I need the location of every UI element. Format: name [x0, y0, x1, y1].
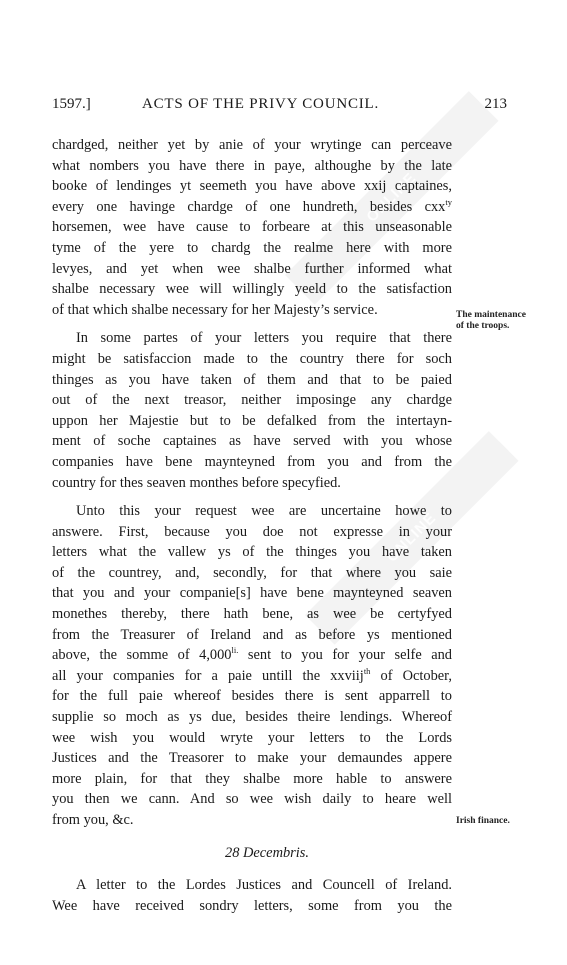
text-line: of the countrey, and, secondly, for that where you saie [52, 564, 452, 581]
text-line: Unto this your request wee are uncertaine howe to [76, 503, 452, 520]
page-number: 213 [484, 96, 507, 112]
text-line: you then we cann. And so wee wish daily to heare well [52, 791, 452, 808]
text-line [52, 197, 452, 218]
text-line: levyes, and yet when wee shalbe further informed what [52, 260, 452, 277]
text-line: horsemen, wee have cause to forbeare at this unseasonable [52, 219, 452, 236]
header-title: ACTS OF THE PRIVY COUNCIL. [142, 96, 380, 112]
text-line: tyme of the yere to chardg the realme here with more [52, 239, 452, 256]
text-run: all your companies for a paie untill the xxviij [52, 667, 364, 684]
text-line: might be satisfaccion made to the country there for soch [52, 350, 452, 367]
text-line: uppon her Majestie but to be defalked from the intertayn- [52, 412, 452, 429]
text-line: for the full paie whereof besides there is sent apparrell to [52, 688, 452, 705]
margin-note-finance: Irish finance. [456, 816, 510, 826]
text-run: sent to you for your selfe and [238, 647, 452, 664]
text-line: In some partes of your letters you require that there [76, 330, 452, 347]
superscript: li. [231, 645, 239, 656]
text-line [52, 666, 452, 687]
text-line: booke of lendinges yt seemeth you have above xxij captaines, [52, 178, 452, 195]
text-line: wee wish you would wryte your letters to the Lords [52, 729, 452, 746]
text-line: out of the next treasor, neither imposinge any chardge [52, 392, 452, 409]
text-line: companies have bene maynteyned from you and from the [52, 453, 452, 470]
watermark: ONLINE [305, 431, 519, 645]
text-line: monethes thereby, there hath bene, as wee be certyfyed [52, 606, 452, 623]
margin-note-maintenance: The maintenance of the troops. [456, 310, 526, 331]
text-line [52, 645, 452, 666]
superscript: ty [445, 196, 452, 207]
text-line: thinges as you have taken of them and that to be paied [52, 371, 452, 388]
text-line: that you and your companie[s] have bene maynteyned seaven [52, 585, 452, 602]
text-line: from the Treasurer of Ireland and as before ys mentioned [52, 626, 452, 643]
body-text [52, 135, 452, 916]
header-year: 1597.] [52, 96, 91, 112]
text-line: Justices and the Treasorer to make your demaundes appere [52, 750, 452, 767]
text-line: letters what the vallew ys of the thinges you have taken [52, 544, 452, 561]
text-line: shalbe necessary wee will willingly yeeld to the satisfaction [52, 281, 452, 298]
text-run: every one havinge chardge of one hundreth, besides cxx [52, 198, 446, 215]
text-line: Wee have received sondry letters, some from you the [52, 897, 452, 914]
text-line: from you, &c. [52, 812, 134, 828]
text-line: supplie so moch as ys due, besides theire lendings. Whereof [52, 709, 452, 726]
text-line: what nombers you have there in paye, althoughe by the late [52, 157, 452, 174]
running-header [52, 96, 507, 120]
superscript: th [363, 666, 371, 677]
text-line: answere. First, because you doe not expresse in your [52, 523, 452, 540]
text-line: ment of soche captaines as have served with you whose [52, 433, 452, 450]
date-heading: 28 Decembris. [225, 844, 309, 861]
watermark: ONLINE [285, 91, 499, 305]
text-run: above, the somme of 4,000 [52, 647, 232, 664]
text-run: of October, [370, 667, 452, 684]
text-line: chardged, neither yet by anie of your wrytinge can perceave [52, 137, 452, 153]
text-line: more plain, for that they shalbe more hable to answere [52, 770, 452, 787]
text-line: A letter to the Lordes Justices and Councell of Ireland. [76, 877, 452, 894]
text-line: of that which shalbe necessary for her Majesty’s service. [52, 301, 378, 318]
text-line: country for thes seaven monthes before specyfied. [52, 474, 341, 491]
